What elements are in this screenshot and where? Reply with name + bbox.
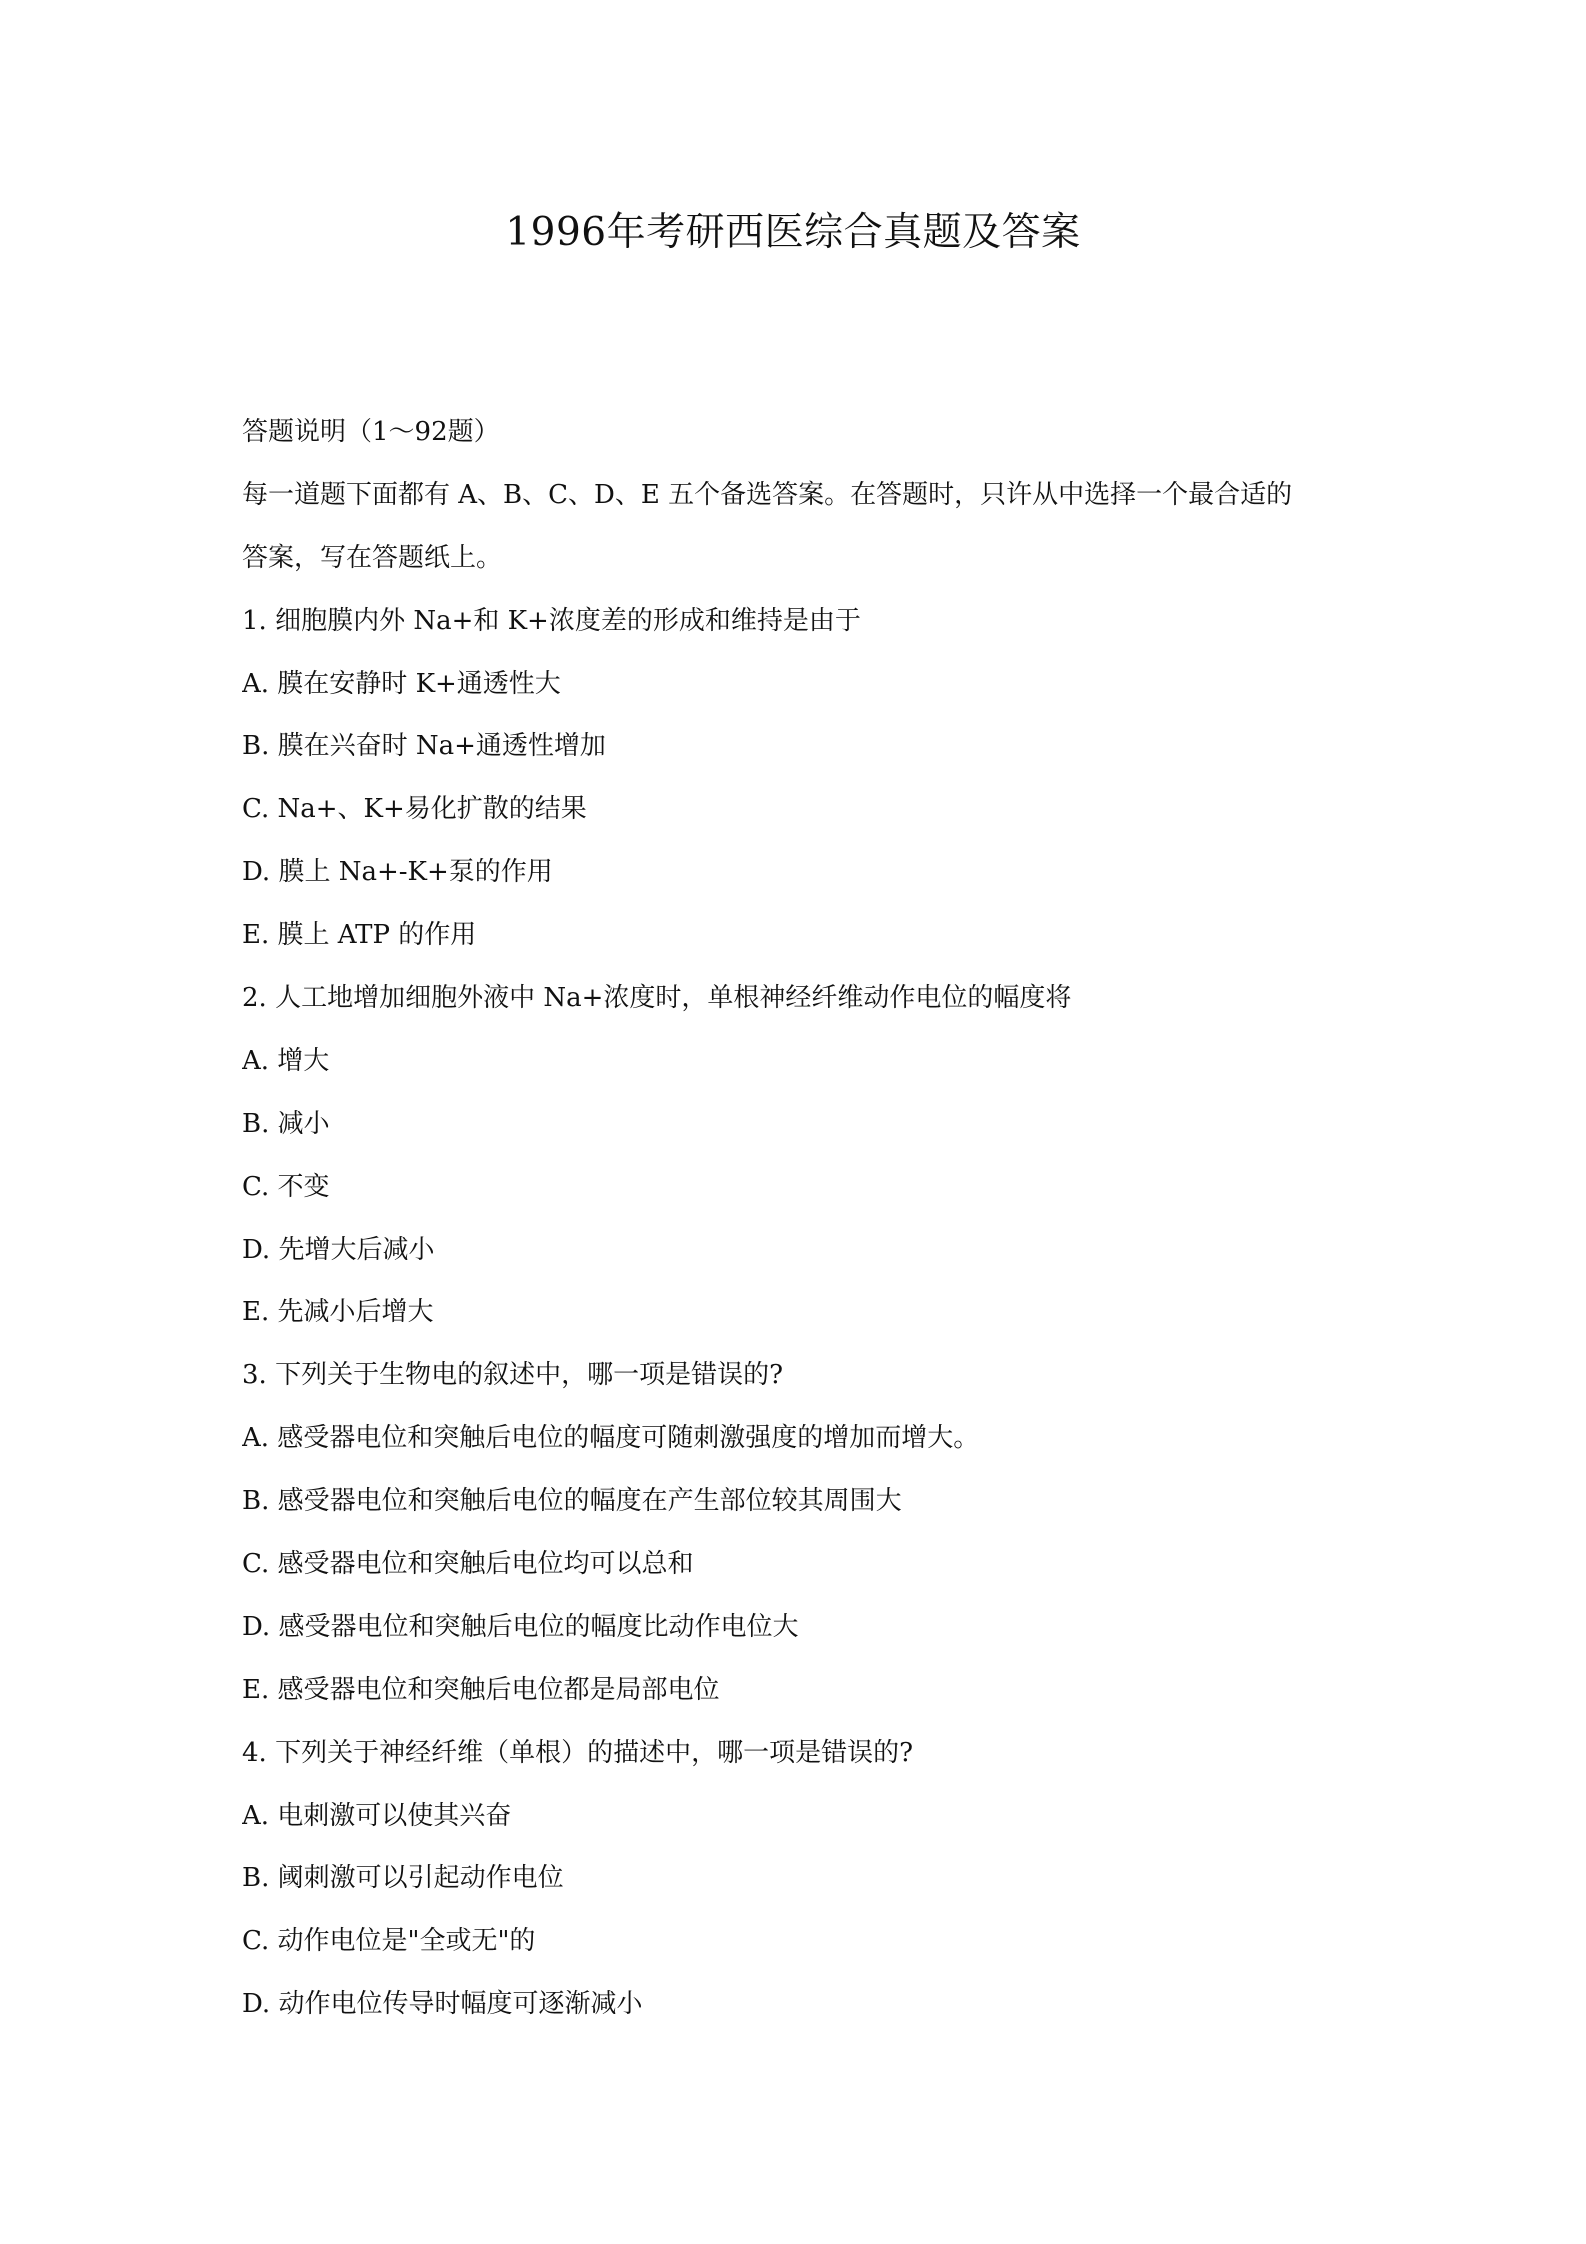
instructions-heading: 答题说明（1～92题） [242,417,500,447]
option-e: E. 感受器电位和突触后电位都是局部电位 [242,1674,720,1705]
option-a: A. 膜在安静时 K+通透性大 [242,668,561,699]
option-d: D. 先增大后减小 [242,1234,435,1265]
option-b: B. 阈刺激可以引起动作电位 [242,1863,564,1894]
option-d: D. 感受器电位和突触后电位的幅度比动作电位大 [242,1611,799,1642]
instructions-text: 答案，写在答题纸上。 [242,542,503,573]
question-3: 3. 下列关于生物电的叙述中，哪一项是错误的? [242,1360,784,1391]
option-e: E. 先减小后增大 [242,1297,434,1328]
option-b: B. 减小 [242,1108,330,1139]
option-d: D. 膜上 Na+-K+泵的作用 [242,857,553,888]
question-2: 2. 人工地增加细胞外液中 Na+浓度时，单根神经纤维动作电位的幅度将 [242,983,1072,1014]
option-b: B. 膜在兴奋时 Na+通透性增加 [242,731,606,762]
option-c: C. Na+、K+易化扩散的结果 [242,794,587,825]
option-c: C. 不变 [242,1171,330,1202]
question-4: 4. 下列关于神经纤维（单根）的描述中，哪一项是错误的? [242,1737,914,1768]
question-1: 1. 细胞膜内外 Na+和 K+浓度差的形成和维持是由于 [242,605,861,636]
document-body [242,408,1352,2043]
option-c: C. 感受器电位和突触后电位均可以总和 [242,1549,694,1580]
instructions-text: 每一道题下面都有 A、B、C、D、E 五个备选答案。在答题时，只许从中选择一个最合适的 [242,479,1293,510]
option-b: B. 感受器电位和突触后电位的幅度在产生部位较其周围大 [242,1486,902,1517]
document-title: 1996年考研西医综合真题及答案 [505,210,1081,255]
option-d: D. 动作电位传导时幅度可逐渐减小 [242,1989,643,2020]
option-a: A. 增大 [242,1045,330,1076]
option-a: A. 电刺激可以使其兴奋 [242,1800,512,1831]
option-a: A. 感受器电位和突触后电位的幅度可随刺激强度的增加而增大。 [242,1423,980,1454]
option-e: E. 膜上 ATP 的作用 [242,920,477,951]
option-c: C. 动作电位是"全或无"的 [242,1926,536,1957]
